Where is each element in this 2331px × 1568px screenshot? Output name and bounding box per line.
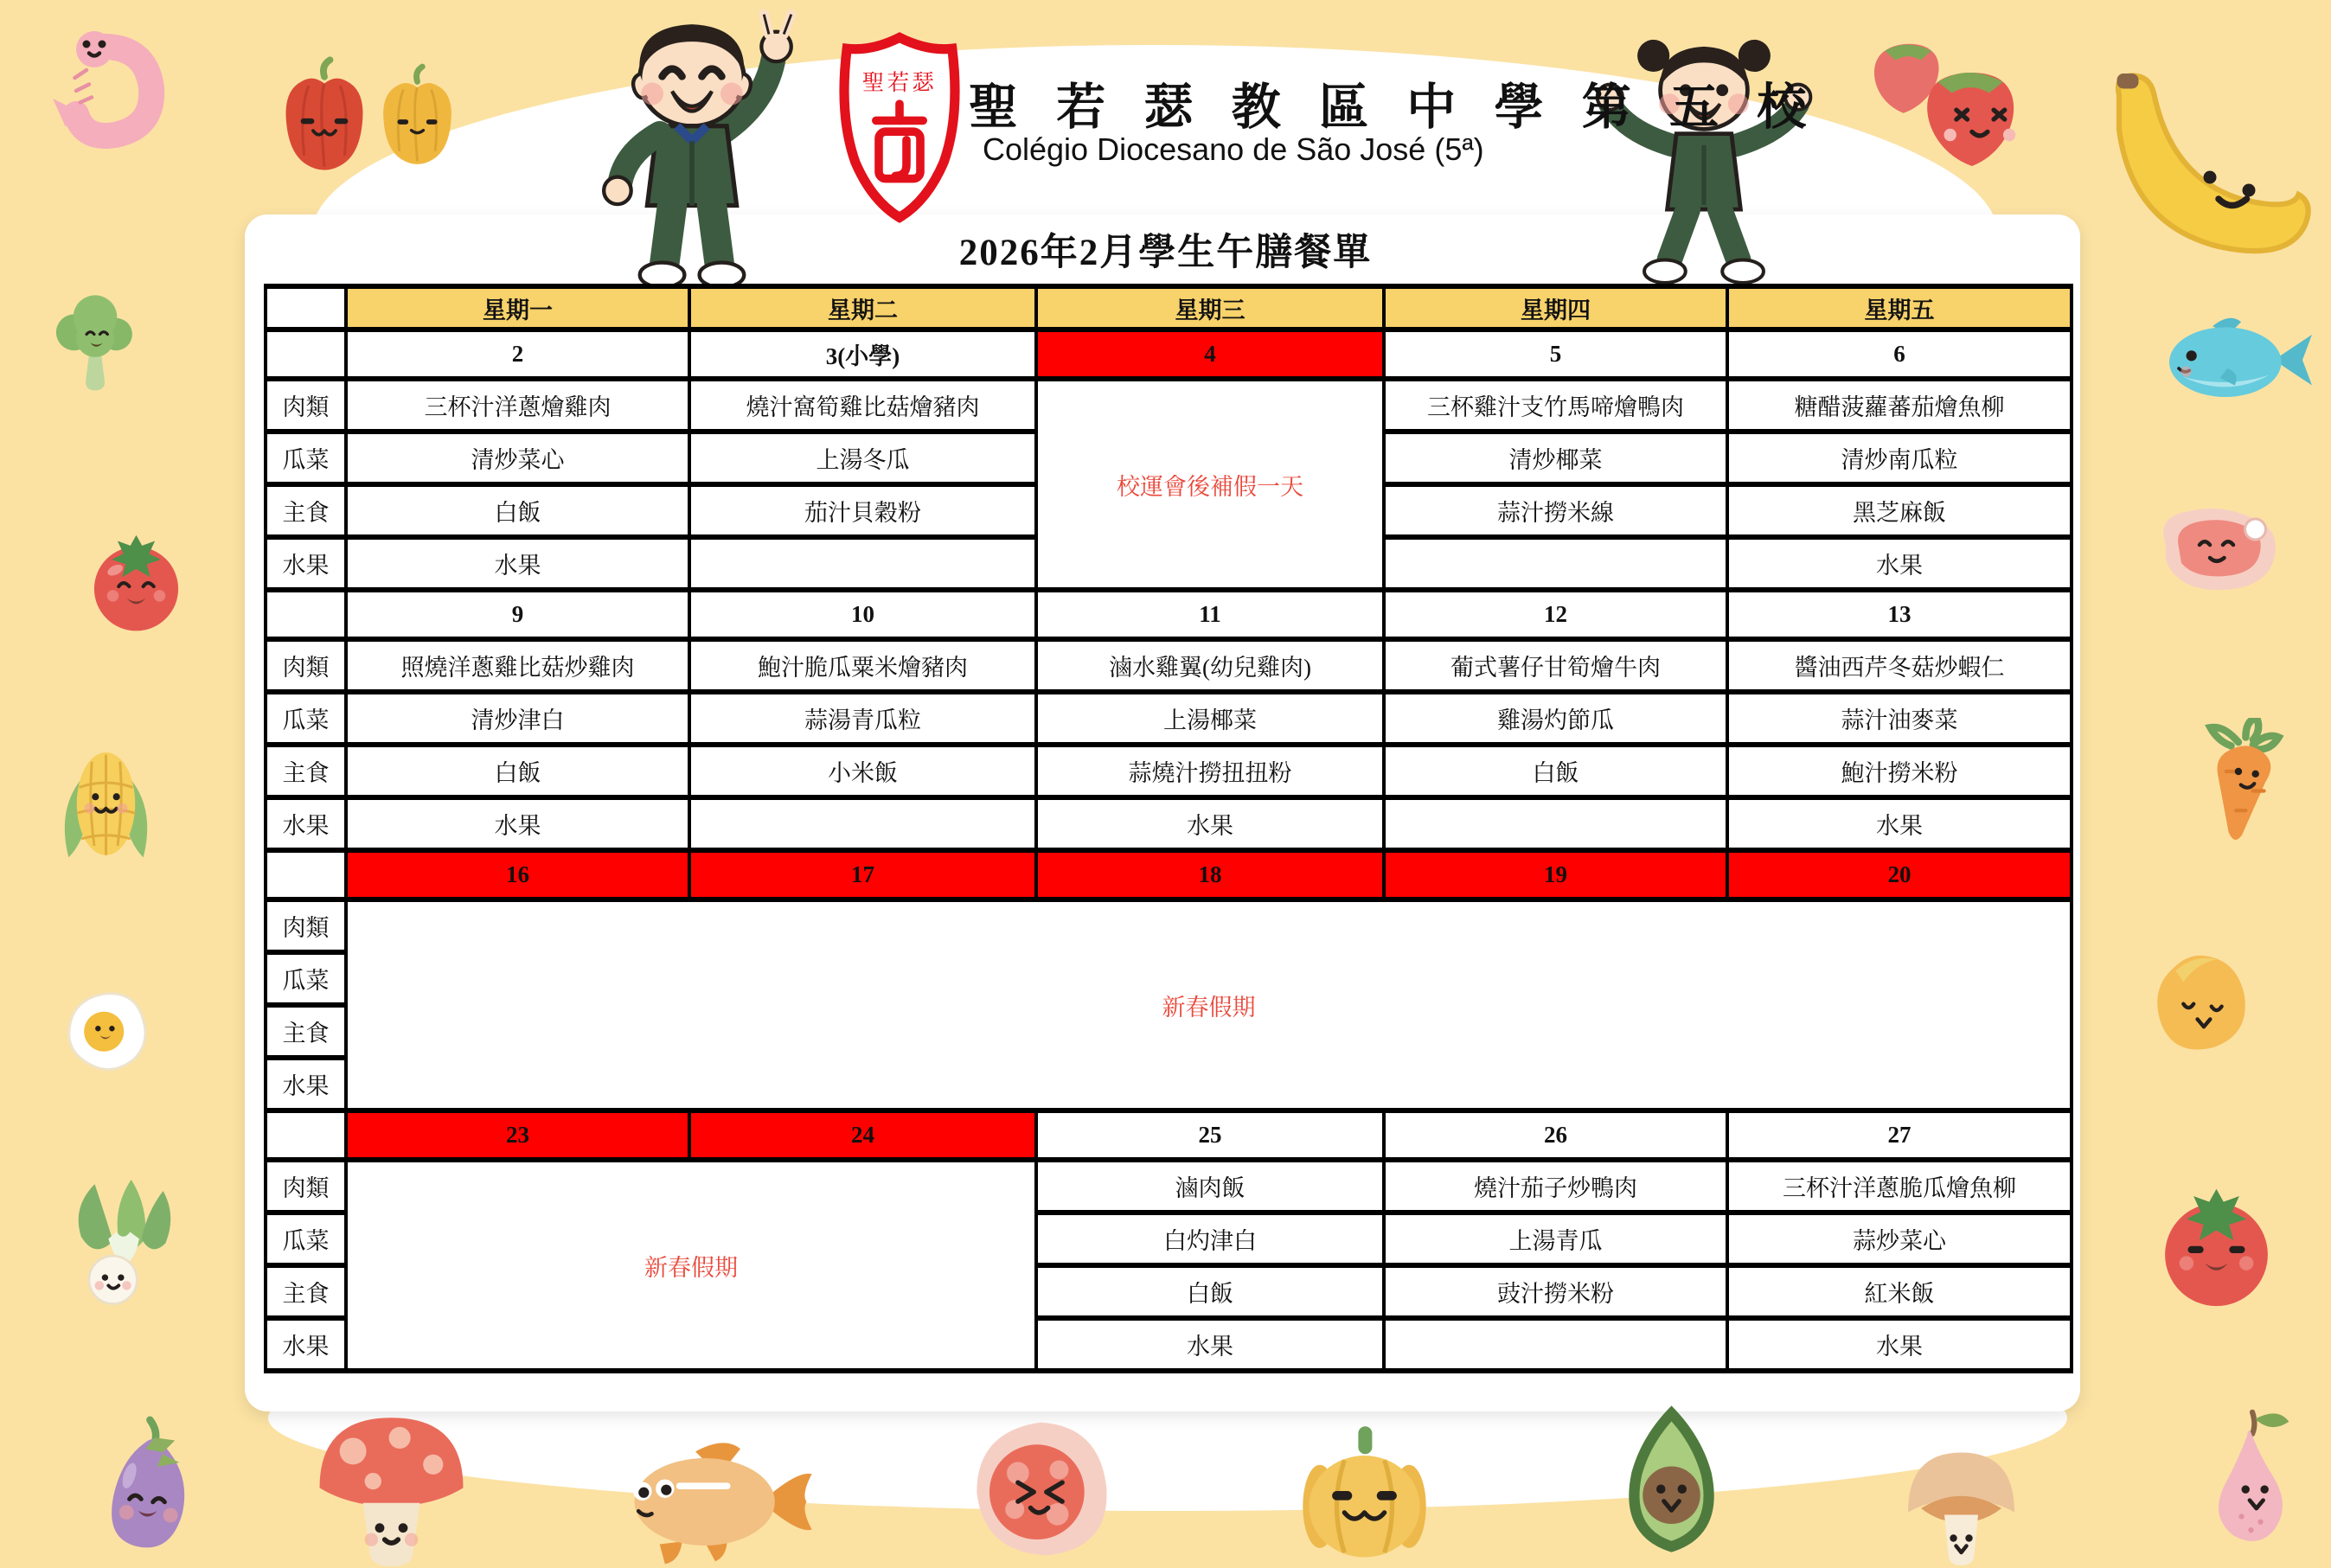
meal-cell: 水果 [1727,537,2072,590]
date-cell: 3(小學) [689,330,1036,379]
tomato-icon [2136,1172,2296,1315]
meal-cell: 水果 [346,797,689,850]
meal-cell: 鮑汁脆瓜粟米燴豬肉 [689,639,1036,692]
date-cell-holiday: 4 [1036,330,1384,379]
date-cell: 13 [1727,590,2072,639]
empty-cell [266,850,346,899]
meal-cell: 蒜湯青瓜粒 [689,692,1036,745]
date-cell: 2 [346,330,689,379]
row-label-vegetable: 瓜菜 [266,952,346,1005]
day-header-thursday: 星期四 [1384,286,1727,330]
empty-cell [266,1110,346,1160]
meal-cell: 蒜汁撈米線 [1384,484,1727,537]
meal-cell: 白飯 [346,745,689,797]
date-cell-holiday: 19 [1384,850,1727,899]
date-cell: 11 [1036,590,1384,639]
meal-cell: 白飯 [1036,1265,1384,1318]
meal-cell: 紅米飯 [1727,1265,2072,1318]
meal-cell: 葡式薯仔甘筍燴牛肉 [1384,639,1727,692]
mango-icon [2136,943,2266,1064]
meal-cell: 雞湯灼節瓜 [1384,692,1727,745]
date-cell-holiday: 16 [346,850,689,899]
row-label-meat: 肉類 [266,379,346,432]
red-mushroom-icon [298,1401,484,1568]
row-label-fruit: 水果 [266,1058,346,1110]
row-label-fruit: 水果 [266,1318,346,1371]
date-cell-holiday: 17 [689,850,1036,899]
meal-cell [1384,1318,1727,1371]
meal-cell: 鮑汁撈米粉 [1727,745,2072,797]
meal-cell: 三杯汁洋蔥燴雞肉 [346,379,689,432]
corner-cell [266,286,346,330]
date-cell: 27 [1727,1110,2072,1160]
day-header-wednesday: 星期三 [1036,286,1384,330]
meal-cell: 三杯雞汁支竹馬啼燴鴨肉 [1384,379,1727,432]
meal-cell: 清炒椰菜 [1384,432,1727,484]
row-label-meat: 肉類 [266,1160,346,1213]
page-title: 2026年2月學生午膳餐單 [958,233,1373,273]
meal-cell: 上湯椰菜 [1036,692,1384,745]
date-cell: 26 [1384,1110,1727,1160]
date-cell-holiday: 23 [346,1110,689,1160]
meal-cell: 滷水雞翼(幼兒雞肉) [1036,639,1384,692]
broccoli-icon [48,285,143,402]
row-label-vegetable: 瓜菜 [266,692,346,745]
school-subtitle: Colégio Diocesano de São José (5ª) [983,131,1484,167]
meal-cell: 燒汁窩筍雞比菇燴豬肉 [689,379,1036,432]
red-bell-pepper-icon [268,48,381,190]
school-name: 聖 若 瑟 教 區 中 學 第 五 校 [969,80,1820,135]
row-label-staple: 主食 [266,1005,346,1058]
meal-cell: 燒汁茄子炒鴨肉 [1384,1160,1727,1213]
date-cell: 5 [1384,330,1727,379]
meal-cell: 水果 [1036,1318,1384,1371]
row-label-meat: 肉類 [266,899,346,952]
row-label-fruit: 水果 [266,797,346,850]
date-cell-holiday: 20 [1727,850,2072,899]
empty-cell [266,590,346,639]
corn-icon [48,731,164,878]
tomato-icon [78,515,195,644]
meal-cell: 水果 [346,537,689,590]
shrimp-icon [48,22,177,173]
meal-cell: 三杯汁洋蔥脆瓜燴魚柳 [1727,1160,2072,1213]
pork-chop-icon [960,1410,1120,1568]
row-label-vegetable: 瓜菜 [266,1213,346,1265]
meal-cell: 照燒洋蔥雞比菇炒雞肉 [346,639,689,692]
date-cell: 6 [1727,330,2072,379]
meal-cell: 蒜汁油麥菜 [1727,692,2072,745]
date-cell: 9 [346,590,689,639]
row-label-staple: 主食 [266,484,346,537]
day-header-monday: 星期一 [346,286,689,330]
row-label-staple: 主食 [266,745,346,797]
meal-cell [1384,797,1727,850]
holiday-note-cell: 新春假期 [346,1160,1036,1371]
meal-cell: 白飯 [346,484,689,537]
yellow-bell-pepper-icon [368,52,467,186]
day-header-friday: 星期五 [1727,286,2072,330]
row-label-fruit: 水果 [266,537,346,590]
lunch-menu-table [264,284,2073,1373]
meal-cell: 水果 [1727,1318,2072,1371]
meal-cell [689,797,1036,850]
bok-choy-icon [61,1168,186,1315]
meal-cell [1384,537,1727,590]
meal-cell: 白飯 [1384,745,1727,797]
date-cell: 12 [1384,590,1727,639]
meal-cell: 糖醋菠蘿蕃茄燴魚柳 [1727,379,2072,432]
date-cell-holiday: 24 [689,1110,1036,1160]
orange-fish-icon [601,1436,835,1568]
meal-cell: 醬油西芹冬菇炒蝦仁 [1727,639,2072,692]
avocado-icon [1596,1401,1747,1568]
meal-cell [689,537,1036,590]
meal-cell: 清炒菜心 [346,432,689,484]
brown-mushroom-icon [1890,1436,2033,1568]
meal-cell: 黑芝麻飯 [1727,484,2072,537]
yellow-pumpkin-icon [1284,1414,1444,1568]
strawberries-icon [1838,26,2050,182]
school-logo-shield [830,29,969,229]
meal-cell: 白灼津白 [1036,1213,1384,1265]
meal-cell: 水果 [1036,797,1384,850]
meal-cell: 小米飯 [689,745,1036,797]
holiday-note-cell: 校運會後補假一天 [1036,379,1384,590]
meat-steak-icon [2136,493,2296,610]
row-label-vegetable: 瓜菜 [266,432,346,484]
date-cell-holiday: 18 [1036,850,1384,899]
meal-cell: 上湯青瓜 [1384,1213,1727,1265]
day-header-tuesday: 星期二 [689,286,1036,330]
row-label-staple: 主食 [266,1265,346,1318]
eggplant-icon [69,1414,225,1568]
teal-fish-icon [2145,311,2327,406]
meal-cell: 上湯冬瓜 [689,432,1036,484]
logo-text: 聖若瑟 [861,70,938,96]
meal-cell: 蒜燒汁撈扭扭粉 [1036,745,1384,797]
holiday-note-cell: 新春假期 [346,899,2072,1110]
meal-cell: 茄汁貝穀粉 [689,484,1036,537]
meal-cell: 滷肉飯 [1036,1160,1384,1213]
meal-cell: 清炒津白 [346,692,689,745]
meal-cell: 豉汁撈米粉 [1384,1265,1727,1318]
meal-cell: 清炒南瓜粒 [1727,432,2072,484]
meal-cell: 水果 [1727,797,2072,850]
date-cell: 10 [689,590,1036,639]
pink-pear-icon [2188,1405,2314,1568]
empty-cell [266,330,346,379]
carrot-icon [2180,718,2309,852]
fried-egg-icon [56,982,156,1085]
date-cell: 25 [1036,1110,1384,1160]
meal-cell: 蒜炒菜心 [1727,1213,2072,1265]
row-label-meat: 肉類 [266,639,346,692]
